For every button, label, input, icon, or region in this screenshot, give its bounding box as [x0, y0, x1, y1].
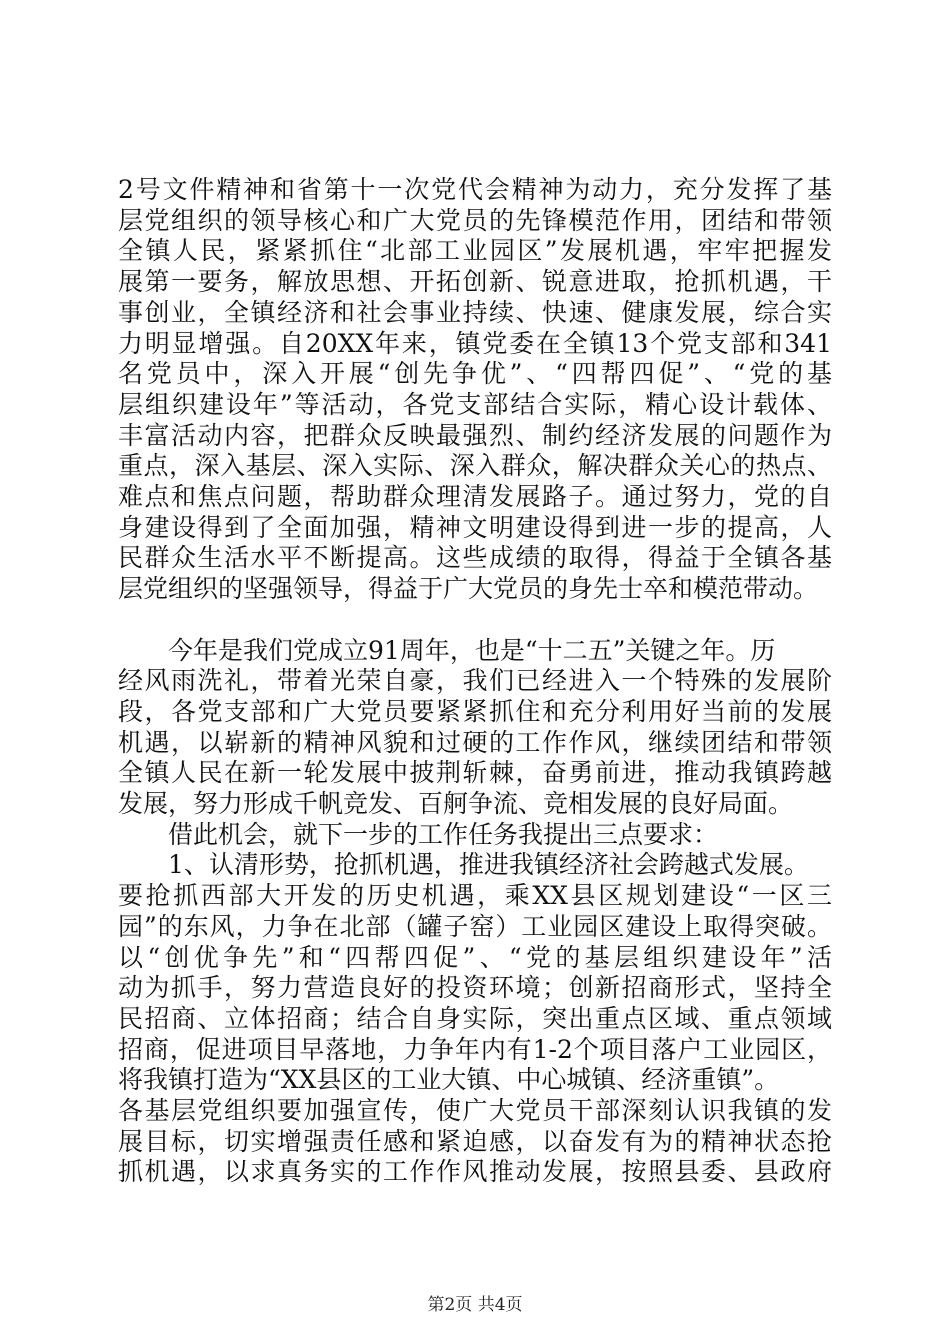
text-line: 民群众生活水平不断提高。这些成绩的取得，得益于全镇各基	[118, 543, 832, 572]
text-line: 要抢抓西部大开发的历史机遇，乘XX县区规划建设“一区三	[118, 881, 832, 910]
text-line: 层党组织的坚强领导，得益于广大党员的身先士卒和模范带动。	[118, 574, 819, 603]
text-line: 将我镇打造为“XX县区的工业大镇、中心城镇、经济重镇”。	[118, 1065, 780, 1094]
text-line: 今年是我们党成立91周年，也是“十二五”关键之年。历	[118, 636, 776, 665]
text-line: 全镇人民在新一轮发展中披荆斩棘，奋勇前进，推动我镇跨越	[118, 758, 832, 787]
text-line: 抓机遇，以求真务实的工作作风推动发展，按照县委、县政府	[118, 1157, 832, 1186]
text-line: 园”的东风，力争在北部（罐子窑）工业园区建设上取得突破。	[118, 912, 832, 941]
text-line: 重点，深入基层、深入实际、深入群众，解决群众关心的热点、	[118, 451, 832, 480]
text-line: 身建设得到了全面加强，精神文明建设得到进一步的提高，人	[118, 513, 832, 542]
text-line: 段，各党支部和广大党员要紧紧抓住和充分利用好当前的发展	[118, 697, 832, 726]
text-line: 2号文件精神和省第十一次党代会精神为动力，充分发挥了基	[118, 175, 832, 204]
text-line: 丰富活动内容，把群众反映最强烈、制约经济发展的问题作为	[118, 421, 832, 450]
text-line: 各基层党组织要加强宣传，使广大党员干部深刻认识我镇的发	[118, 1096, 832, 1125]
text-line: 展第一要务，解放思想、开拓创新、锐意进取，抢抓机遇，干	[118, 267, 832, 296]
text-line: 层组织建设年”等活动，各党支部结合实际，精心设计载体、	[118, 390, 832, 419]
text-line: 名党员中，深入开展“创先争优”、“四帮四促”、“党的基	[118, 359, 832, 388]
text-line: 层党组织的领导核心和广大党员的先锋模范作用，团结和带领	[118, 206, 832, 235]
text-line: 民招商、立体招商；结合自身实际，突出重点区域、重点领域	[118, 1004, 832, 1033]
page-footer: 第2页 共4页	[427, 1295, 523, 1315]
text-line: 发展，努力形成千帆竞发、百舸争流、竞相发展的良好局面。	[118, 789, 794, 818]
text-line: 经风雨洗礼，带着光荣自豪，我们已经进入一个特殊的发展阶	[118, 666, 832, 695]
text-line: 借此机会，就下一步的工作任务我提出三点要求：	[118, 820, 719, 849]
text-line: 事创业，全镇经济和社会事业持续、快速、健康发展，综合实	[118, 298, 832, 327]
text-line: 展目标，切实增强责任感和紧迫感，以奋发有为的精神状态抢	[118, 1127, 832, 1156]
text-line: 全镇人民，紧紧抓住“北部工业园区”发展机遇，牢牢把握发	[118, 236, 832, 265]
text-line: 以“创优争先”和“四帮四促”、“党的基层组织建设年”活	[118, 943, 832, 972]
text-line: 动为抓手，努力营造良好的投资环境；创新招商形式，坚持全	[118, 973, 832, 1002]
text-line: 招商，促进项目早落地，力争年内有1-2个项目落户工业园区，	[118, 1035, 832, 1064]
text-line: 难点和焦点问题，帮助群众理清发展路子。通过努力，党的自	[118, 482, 832, 511]
text-line: 力明显增强。自20XX年来，镇党委在全镇13个党支部和341	[118, 329, 832, 358]
text-line: 1、认清形势，抢抓机遇，推进我镇经济社会跨越式发展。	[118, 850, 809, 879]
text-line: 机遇，以崭新的精神风貌和过硬的工作作风，继续团结和带领	[118, 728, 832, 757]
